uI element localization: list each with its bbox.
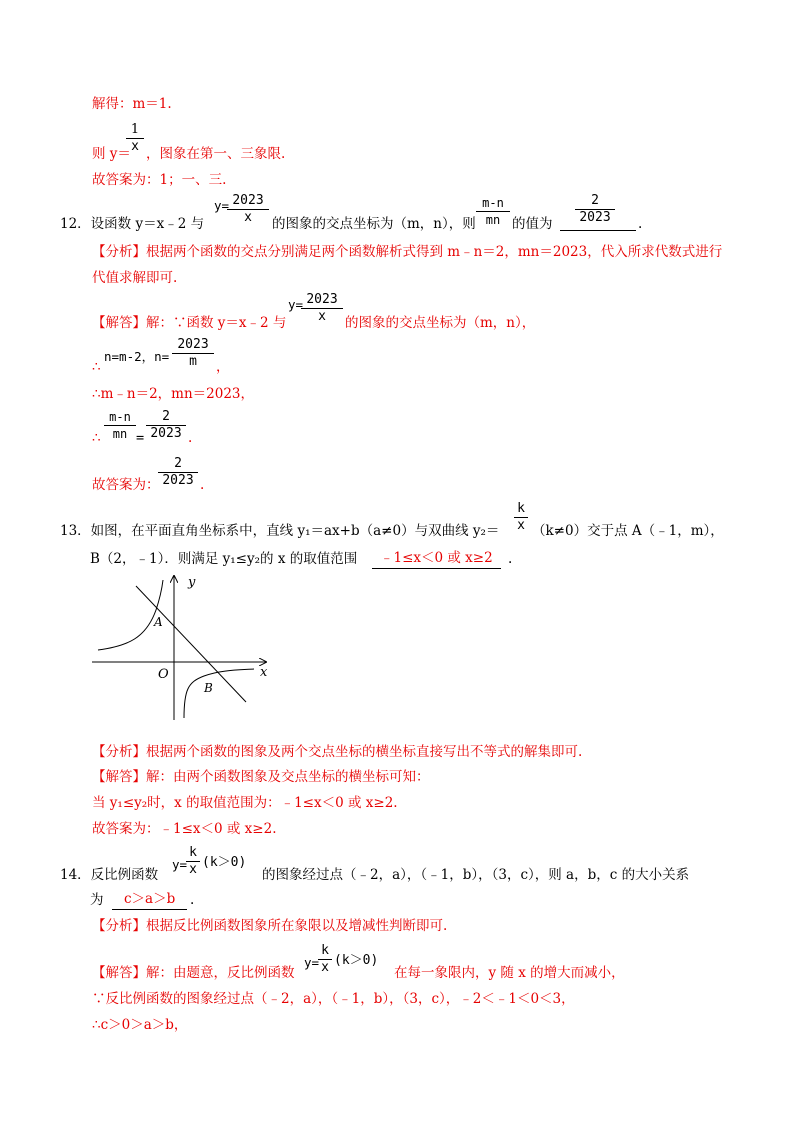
q12-stem-value-of: 的值为 [512, 216, 553, 232]
q14-stem-line2-end: . [190, 892, 195, 908]
q14-sol-eq-prefix: y= [304, 955, 320, 970]
q14-sol-fraction [318, 943, 332, 976]
q13-analysis: 【分析】根据两个函数的图象及两个交点坐标的横坐标直接写出不等式的解集即可. [92, 744, 583, 760]
q11-solve-line: 解得：m＝1. [92, 96, 172, 112]
q11-fraction-num: 1 [126, 122, 144, 139]
q12-step3-num: m-n [104, 409, 136, 426]
q12-ans-num: 2 [575, 193, 615, 210]
q13-solution-1: 【解答】解：由两个函数图象及交点坐标的横坐标可知： [92, 769, 430, 785]
q14-condition: (k＞0) [202, 855, 247, 870]
q12-step3-result [146, 409, 186, 442]
q13-f-den: x [517, 518, 525, 533]
q12-sol-eq-prefix: y= [288, 297, 304, 312]
q12-final-answer: 故答案为： [92, 477, 160, 493]
q12-stem-start: 12．设函数 y＝x﹣2 与 [60, 216, 205, 232]
q12-fraction-mn [476, 195, 510, 228]
q14-solution-2: ∵反比例函数的图象经过点（﹣2，a），（﹣1，b），（3，c），﹣2＜﹣1＜0＜3， [92, 991, 575, 1007]
q11-answer-line: 故答案为：1；一、三. [92, 172, 227, 188]
q12-step3-rnum: 2 [146, 409, 186, 426]
q12-final-num: 2 [158, 456, 198, 473]
q12-f2-den: mn [485, 213, 501, 227]
point-b-label: B [204, 681, 213, 695]
q12-step3-rden: 2023 [150, 426, 182, 441]
q13-fraction-k-x [514, 501, 528, 534]
q13-stem-start: 13．如图，在平面直角坐标系中，直线 y₁＝ax+b（a≠0）与双曲线 y₂＝ [60, 523, 500, 539]
q14-stem-line2: 为 [90, 892, 104, 908]
q13-stem-line2-end: . [508, 551, 513, 567]
origin-label: O [158, 667, 169, 682]
q12-step3-den: mn [112, 427, 128, 441]
q12-step1-text: n=m-2，n= [104, 349, 170, 364]
q12-step1-den: m [189, 354, 197, 369]
q11-function-line-suffix: ，图象在第一、三象限. [146, 146, 286, 162]
q12-step1-num: 2023 [172, 337, 214, 354]
q13-solution-2: 当 y₁≤y₂时，x 的取值范围为：﹣1≤x＜0 或 x≥2. [92, 795, 398, 811]
x-axis-label: x [260, 665, 268, 680]
q14-f-num: k [186, 845, 200, 862]
q12-answer-blank [560, 230, 636, 231]
q13-answer: ﹣1≤x＜0 或 x≥2 [372, 549, 501, 569]
q14-sol-den: x [321, 960, 329, 975]
q12-analysis: 【分析】根据两个函数的交点分别满足两个函数解析式得到 m﹣n＝2，mn＝2023，代入所求代数式进行 [92, 244, 723, 260]
q13-stem-line2: B（2，﹣1）．则满足 y₁≤y₂的 x 的取值范围 [90, 551, 358, 567]
q12-sol-fraction [301, 292, 343, 325]
q12-f2-num: m-n [476, 195, 510, 212]
q12-final-fraction [158, 456, 198, 489]
q11-function-line-prefix: 则 y＝ [92, 146, 131, 162]
q14-sol-condition: (k＞0) [334, 953, 379, 968]
q12-step3-end: . [188, 430, 193, 446]
q12-fraction-2023-x [227, 193, 269, 226]
q14-fraction-k-x [186, 845, 200, 878]
hyperbola-right-branch [184, 669, 254, 718]
q12-sol-f-den: x [318, 309, 326, 324]
q14-analysis: 【分析】根据反比例函数图象所在象限以及增减性判断即可. [92, 918, 448, 934]
q14-answer: c＞a＞b [112, 890, 187, 910]
q12-therefore-2: ∴ [92, 430, 101, 446]
q13-f-num: k [514, 501, 528, 518]
q12-step1-fraction [172, 337, 214, 370]
q12-f1-den: x [244, 210, 252, 225]
q14-solution-start: 【解答】解：由题意，反比例函数 [92, 965, 295, 981]
q12-step2: ∴m﹣n＝2，mn＝2023， [92, 386, 255, 402]
q14-eq-prefix: y= [172, 857, 188, 872]
q14-f-den: x [189, 862, 197, 877]
point-a-label: A [154, 615, 163, 629]
q12-answer-fraction [575, 193, 615, 226]
q12-stem-middle: 的图象的交点坐标为（m，n），则 [272, 216, 476, 232]
q12-therefore-1: ∴ [92, 359, 101, 375]
q14-solution-3: ∴c＞0＞a＞b， [92, 1017, 188, 1033]
q12-sol-f-num: 2023 [301, 292, 343, 309]
q11-fraction [126, 122, 144, 155]
q13-coordinate-graph [88, 570, 278, 730]
q12-eq-prefix: y= [214, 198, 230, 213]
q14-stem-end: 的图象经过点（﹣2，a），（﹣1，b），（3，c），则 a，b，c 的大小关系 [262, 867, 690, 883]
q12-analysis-cont: 代值求解即可. [92, 270, 178, 286]
q12-stem-end: . [638, 216, 643, 232]
q12-solution-start: 【解答】解：∵函数 y＝x﹣2 与 [92, 315, 287, 331]
q14-solution-cont: 在每一象限内，y 随 x 的增大而减小， [394, 965, 625, 981]
q12-step1-end: ， [216, 359, 230, 375]
q13-solution-3: 故答案为：﹣1≤x＜0 或 x≥2. [92, 821, 277, 837]
q12-ans-den: 2023 [579, 210, 611, 225]
q14-sol-num: k [318, 943, 332, 960]
q11-fraction-den: x [131, 139, 139, 154]
q12-f1-num: 2023 [227, 193, 269, 210]
q12-solution-cont: 的图象的交点坐标为（m，n）， [345, 315, 536, 331]
y-axis-label: y [188, 575, 196, 590]
q12-final-den: 2023 [162, 473, 194, 488]
q13-stem-end: （k≠0）交于点 A（﹣1，m）， [532, 523, 724, 539]
q12-step3-fraction [104, 409, 136, 442]
q14-stem-start: 14．反比例函数 [60, 867, 159, 883]
q12-step3-equals: = [136, 430, 145, 446]
q12-final-end: . [200, 477, 205, 493]
